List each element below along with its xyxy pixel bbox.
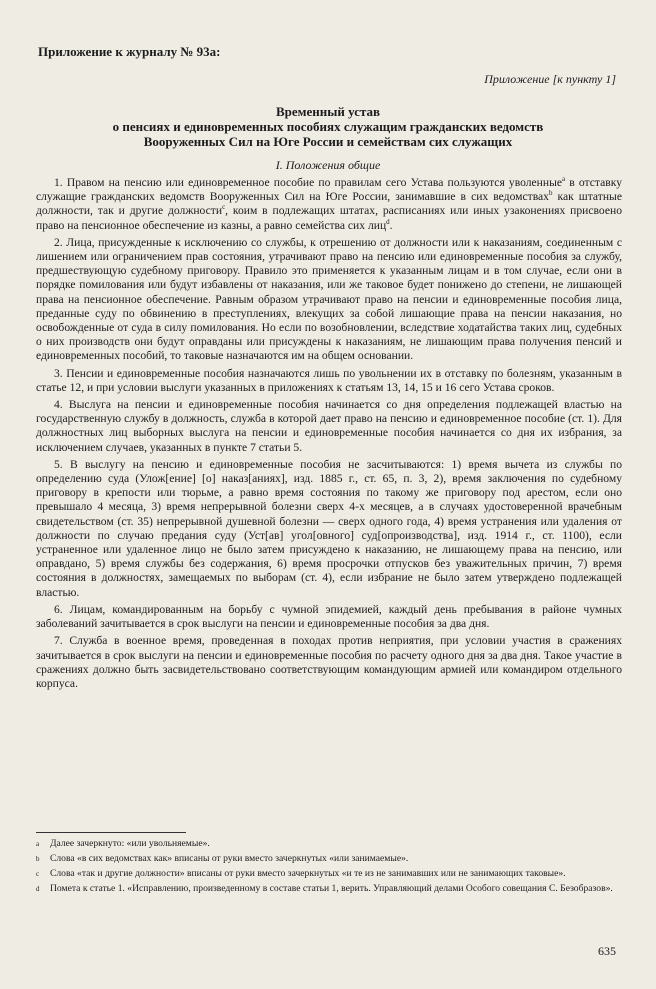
footnote-ref-a: a bbox=[562, 175, 566, 184]
appendix-note: Приложение [к пункту 1] bbox=[484, 72, 616, 86]
title-line-1: Временный устав bbox=[275, 104, 381, 119]
footnotes bbox=[36, 838, 622, 898]
footnote-mark: b bbox=[36, 855, 40, 863]
title-line-2: о пенсиях и единовременных пособиях служащим гражданских ведомств bbox=[112, 119, 544, 134]
paragraph-7: 7. Служба в военное время, проведенная в походах против неприятия, при условии участия в сражениях зачитывается в срок выслуги на пенсии и единовременные пособия по расчету одного дня за два дня. Такое участие в сражениях должно быть засвидетельствовано соответствующим командующим армией или командиром отдельного корпуса. bbox=[36, 634, 622, 690]
footnote bbox=[36, 853, 622, 865]
footnote bbox=[36, 883, 622, 895]
footnote-ref-d: d bbox=[386, 217, 390, 226]
document-title bbox=[40, 104, 616, 149]
paragraph-4: 4. Выслуга на пенсии и единовременные пособия начинается со дня определения подлежащей властью на государственную службу в должность, служба в которой дает право на пенсию и единовременное пособие (ст. 1). Для должностных лиц выборных выслуга на пенсии и единовременные пособия начинается со дня их избрания, за исключением случаев, указанных в пункте 7 статьи 5. bbox=[36, 398, 622, 454]
title-line-3: Вооруженных Сил на Юге России и семействам сих служащих bbox=[143, 134, 513, 149]
footnote-mark: d bbox=[36, 885, 40, 893]
paragraph-2: 2. Лица, присужденные к исключению со службы, к отрешению от должности или к наказаниям, соединенным с лишением или ограничением прав состояния, утрачивают право на пенсию или единовременные пособия за службу, предшествующую судебному приговору. Правило это применяется к указанным лицам и в том случае, если они в порядке помилования или будут избавлены от наказания, или же таковое будет понижено до степени, не лишающей права на пенсионное обеспечение. Равным образом утрачивают право на пенсии и единовременные пособия лица, преданные суду по обвинению в преступлениях, влекущих за собой лишающие права на пенсии наказания, но освобожденные от суда в силу помилования. Но если по возобновлении, вследствие ходатайства таких лиц, судебных о них производств они будут оправданы или присуждены к наказаниям, не лишающим права получения пенсий и единовременных пособий, то таковые назначаются им на общем основании. bbox=[36, 235, 622, 363]
paragraph-3: 3. Пенсии и единовременные пособия назначаются лишь по увольнении их в отставку по болезням, указанным в статье 12, и при условии выслуги указанных в приложениях к статьям 13, 14, 15 и 16 сего Устава сроков. bbox=[36, 366, 622, 394]
section-heading: I. Положения общие bbox=[275, 158, 381, 172]
footnote bbox=[36, 868, 622, 880]
footnote bbox=[36, 838, 622, 850]
footnote-text: Слова «так и другие должности» вписаны от руки вместо зачеркнутых «и те из не занимавших или не занимающих таковые». bbox=[50, 868, 566, 879]
paragraph-1: 1. Правом на пенсию или единовременное пособие по правилам сего Устава пользуются уволенные$^a$ в отставку служащие гражданских ведомств Вооруженных Сил на Юге России, занимавшие в сих ведомствах$^b$ как штатные должности, так и другие должности$^c$, коим в подлежащих штатах, расписаниях или иных узаконениях присвоено право на пенсионное обеспечение из казны, а равно семейства сих лиц$^d$. bbox=[36, 175, 622, 232]
paragraph-6: 6. Лицам, командированным на борьбу с чумной эпидемией, каждый день пребывания в районе чумных заболеваний зачитывается в срок выслуги на пенсии и единовременные пособия за два дня. bbox=[36, 602, 622, 631]
paragraph-5: 5. В выслугу на пенсию и единовременные пособия не засчитываются: 1) время вычета из службы по определению суда (Улож[ение] [о] наказ[аниях], изд. 1885 г., ст. 65, п. 3, 2), время заключения по судебному приговору в крепости или тюрьме, а равно время состояния по такому же приговору под арестом, если оно превышало 4 месяца, 3) время непрерывной болезни сверх 4-х месяцев, а в случаях удостоверенной врачебным свидетельством (ст. 35) непрерывной душевной болезни — сверх одного года, 4) время устранения или удаления от должности по случаю предания суду (Уст[ав] угол[овного] суд[опроизводства], изд. 1914 г., ст. 1100), если устраненное или удаленное лицо не было затем присуждено к наказанию, не лишающему права на пенсию, или оправдано, 5) время службы без содержания, 6) время просрочки отпусков без уважительных причин, 7) время состояния в должностях, замещаемых по выборам (ст. 4), если избрание не было затем утверждено подлежащей властью. bbox=[36, 457, 622, 599]
footnote-ref-b: b bbox=[548, 189, 553, 198]
footnote-mark: c bbox=[36, 870, 40, 878]
footnote-ref-c: c bbox=[222, 203, 226, 212]
journal-header: Приложение к журналу № 93а: bbox=[38, 44, 221, 59]
footnote-mark: a bbox=[36, 840, 40, 848]
page-number: 635 bbox=[598, 944, 616, 958]
footnote-text: Помета к статье 1. «Исправлению, произведенному в составе статьи 1, верить. Управляющий делами Особого совещания С. Безобразов». bbox=[50, 883, 613, 894]
footnote-divider bbox=[36, 832, 186, 833]
footnote-text: Слова «в сих ведомствах как» вписаны от руки вместо зачеркнутых «или занимаемые». bbox=[50, 853, 409, 864]
body-text bbox=[36, 176, 622, 694]
footnote-text: Далее зачеркнуто: «или увольняемые». bbox=[50, 838, 210, 849]
